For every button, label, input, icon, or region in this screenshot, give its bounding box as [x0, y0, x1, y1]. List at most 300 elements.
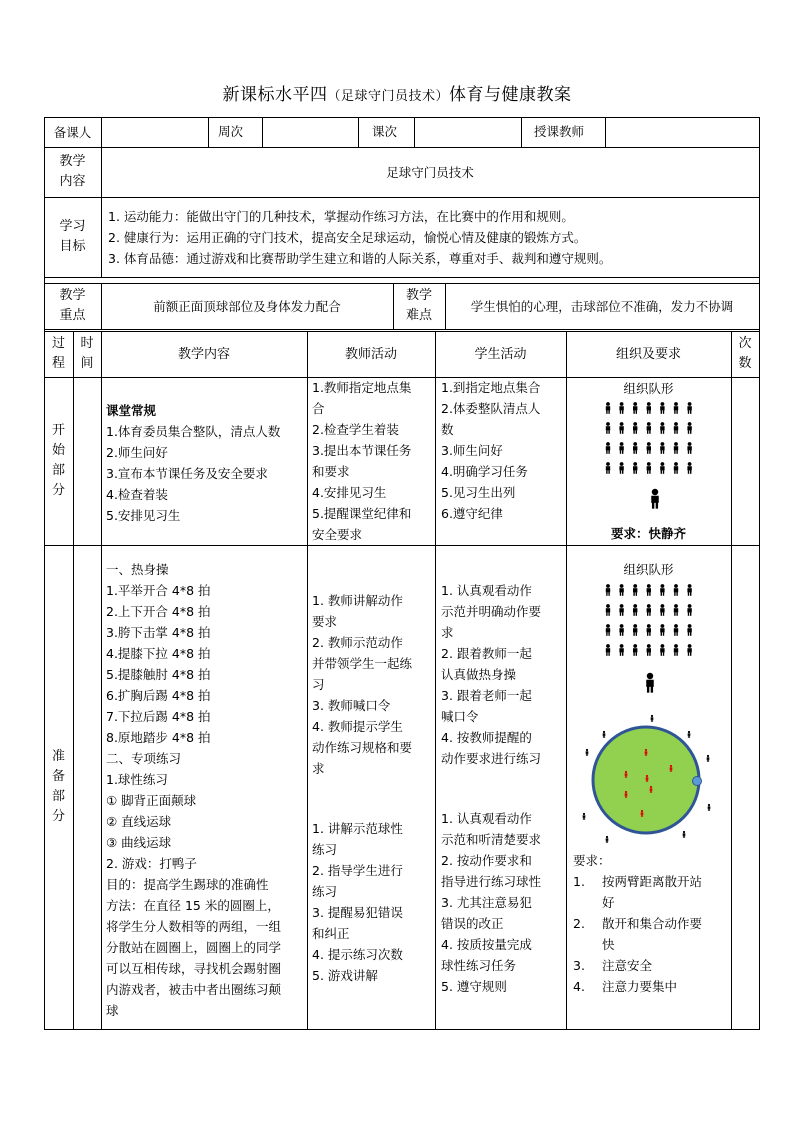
student-figure: [603, 736, 604, 738]
student-figure: [676, 612, 677, 616]
student-figure: [676, 652, 677, 656]
table-rule: [208, 117, 209, 148]
student-figure: [625, 776, 626, 778]
student-figure: [633, 632, 634, 636]
table-rule: [521, 117, 522, 148]
text-line: 2.体委整队清点人: [441, 401, 541, 416]
student-figure: [636, 470, 637, 474]
student-figure: [660, 588, 664, 592]
student-figure: [688, 592, 689, 596]
difficulty-value: 学生惧怕的心理，击球部位不准确，发力不协调: [470, 298, 734, 314]
student-figure: [645, 751, 648, 754]
lesson-label: 课次: [372, 124, 398, 139]
student-figure: [660, 446, 664, 450]
student-figure: [663, 470, 664, 474]
student-figure: [636, 410, 637, 414]
student-figure: [684, 836, 685, 838]
student-figure: [690, 592, 691, 596]
game-field-icon: [572, 710, 727, 845]
student-figure: [651, 717, 654, 720]
start-content-title: 课堂常规: [106, 403, 157, 418]
student-figure: [649, 450, 650, 454]
student-figure: [649, 632, 650, 636]
content-label: 教学 内容: [59, 154, 86, 189]
student-figure: [650, 786, 652, 788]
teacher-value[interactable]: [101, 117, 208, 147]
list-item: 2.师生问好: [106, 445, 168, 460]
student-figure: [606, 584, 610, 588]
student-figure: [674, 442, 678, 446]
student-figure: [674, 652, 675, 656]
student-figure: [663, 612, 664, 616]
student-figure: [606, 430, 607, 434]
student-figure: [674, 426, 678, 430]
table-rule: [44, 329, 760, 330]
student-figure: [619, 628, 623, 632]
student-figure: [606, 446, 610, 450]
student-figure: [661, 470, 662, 474]
student-figure: [642, 815, 643, 817]
text-line: 一、热身操: [106, 562, 169, 577]
student-figure: [688, 604, 692, 608]
text-line: 2. 指导学生进行: [312, 863, 403, 878]
student-figure: [606, 608, 610, 612]
student-figure: [650, 791, 651, 793]
student-figure: [620, 402, 624, 406]
student-figure: [608, 450, 609, 454]
student-figure: [676, 632, 677, 636]
student-figure: [647, 406, 651, 410]
student-figure: [636, 430, 637, 434]
prep-req-label: 要求：: [573, 853, 611, 868]
student-figure: [663, 592, 664, 596]
text-line: 4. 按教师提醒的: [441, 730, 532, 745]
student-figure: [688, 422, 692, 426]
student-figure: [674, 632, 675, 636]
prep-student-activity-drills: [441, 808, 541, 997]
student-figure: [688, 624, 692, 628]
text-line: ② 直线运球: [106, 814, 172, 829]
student-figure: [707, 755, 709, 757]
text-line: 4.安排见习生: [312, 485, 387, 500]
student-figure: [622, 470, 623, 474]
student-figure: [688, 644, 692, 648]
student-figure: [688, 410, 689, 414]
student-figure: [641, 810, 643, 812]
student-figure: [661, 604, 665, 608]
student-figure: [622, 430, 623, 434]
student-figure: [651, 791, 652, 793]
student-figure: [683, 831, 685, 833]
student-figure: [647, 644, 651, 648]
requirement-text: [602, 955, 652, 976]
text-line: 可以互相传球，寻找机会踢射圈: [106, 961, 282, 976]
student-figure: [688, 450, 689, 454]
table-rule: [101, 331, 102, 1030]
student-figure: [708, 806, 711, 809]
student-figure: [661, 644, 665, 648]
text-line: 6.遵守纪律: [441, 506, 503, 521]
student-figure: [647, 442, 651, 446]
table-rule: [44, 545, 760, 546]
text-line: 5.提膝触肘 4*8 拍: [106, 667, 211, 682]
student-figure: [587, 754, 588, 756]
table-rule: [605, 117, 606, 148]
student-figure: [661, 652, 662, 656]
requirement-line: 散开和集合动作要: [602, 916, 703, 931]
student-figure: [606, 422, 610, 426]
list-item: 5.安排见习生: [106, 508, 181, 523]
list-item: 3.宣布本节课任务及安全要求: [106, 466, 268, 481]
student-figure: [625, 771, 627, 773]
student-figure: [647, 462, 651, 466]
table-rule: [435, 331, 436, 1030]
student-figure: [620, 612, 621, 616]
week-label: 周次: [218, 124, 244, 139]
student-figure: [687, 426, 691, 430]
student-figure: [607, 841, 608, 843]
text-line: 2. 跟着教师一起: [441, 646, 532, 661]
student-figure: [620, 624, 624, 628]
student-figure: [622, 592, 623, 596]
text-line: 合: [312, 401, 325, 416]
student-figure: [688, 652, 689, 656]
student-figure: [606, 410, 607, 414]
text-line: ③ 曲线运球: [106, 835, 172, 850]
student-figure: [626, 796, 627, 798]
requirement-text: [602, 871, 702, 913]
student-figure: [620, 652, 621, 656]
student-figure: [606, 604, 610, 608]
student-figure: [690, 430, 691, 434]
text-line: 4. 按质按量完成: [441, 937, 532, 952]
table-rule: [262, 117, 263, 148]
requirement-line: 好: [602, 895, 615, 910]
student-figure: [708, 760, 709, 762]
student-figure: [647, 604, 651, 608]
student-figure: [661, 632, 662, 636]
student-figure: [620, 422, 624, 426]
text-line: 和纠正: [312, 926, 350, 941]
student-figure: [649, 652, 650, 656]
prep-student-activity-warmup: [441, 580, 541, 769]
student-figure: [606, 426, 610, 430]
formation-start: [600, 400, 700, 490]
student-figure: [661, 410, 662, 414]
student-figure: [633, 648, 637, 652]
table-rule: [414, 117, 415, 148]
student-figure: [619, 648, 623, 652]
student-figure: [688, 470, 689, 474]
student-figure: [683, 833, 686, 836]
text-line: 3.师生问好: [441, 443, 503, 458]
student-figure: [622, 612, 623, 616]
student-figure: [619, 406, 623, 410]
text-line: ① 脚背正面颠球: [106, 793, 197, 808]
text-line: 4.提膝下拉 4*8 拍: [106, 646, 211, 661]
requirement-number: 1.: [573, 874, 585, 889]
text-line: 4.明确学习任务: [441, 464, 528, 479]
student-figure: [606, 841, 607, 843]
student-figure: [633, 470, 634, 474]
text-line: 示范并明确动作要: [441, 604, 542, 619]
student-figure: [663, 632, 664, 636]
student-figure: [625, 796, 626, 798]
student-figure: [647, 446, 651, 450]
student-figure: [619, 466, 623, 470]
student-figure: [661, 422, 665, 426]
student-figure: [608, 612, 609, 616]
requirement-text: [602, 913, 702, 955]
text-line: 要求: [312, 614, 338, 629]
student-figure: [674, 446, 678, 450]
text-line: 3. 尤其注意易犯: [441, 895, 532, 910]
student-figure: [661, 402, 665, 406]
text-line: 动作练习规格和要: [312, 740, 413, 755]
text-line: 7.下拉后踢 4*8 拍: [106, 709, 211, 724]
text-line: 球性练习任务: [441, 958, 517, 973]
student-figure: [622, 410, 623, 414]
goals-label: 学习 目标: [59, 219, 86, 254]
col-content: 教学内容: [177, 346, 230, 362]
student-figure: [690, 410, 691, 414]
student-figure: [674, 592, 675, 596]
student-figure: [606, 592, 607, 596]
student-figure: [647, 426, 651, 430]
text-line: 1. 讲解示范球性: [312, 821, 403, 836]
requirement-number: 2.: [573, 916, 585, 931]
student-figure: [608, 410, 609, 414]
text-line: 1. 认真观看动作: [441, 811, 532, 826]
requirement-line: 按两臂距离散开站: [602, 874, 703, 889]
table-rule: [44, 277, 760, 278]
student-figure: [647, 687, 649, 693]
student-figure: [647, 466, 651, 470]
text-line: 1.到指定地点集合: [441, 380, 541, 395]
text-line: 方法：在直径 15 米的圆圈上，: [106, 898, 280, 913]
text-line: 将学生分人数相等的两组，一组: [106, 919, 282, 934]
student-figure: [647, 612, 648, 616]
text-line: 1.平举开合 4*8 拍: [106, 583, 211, 598]
text-line: 求: [312, 761, 325, 776]
student-figure: [620, 442, 624, 446]
text-line: 3.胯下击掌 4*8 拍: [106, 625, 211, 640]
text-line: 分散站在圆圈上，圆圈上的同学: [106, 940, 282, 955]
student-figure: [606, 470, 607, 474]
student-figure: [688, 733, 691, 736]
student-figure: [674, 644, 678, 648]
col-time: 时 间: [80, 336, 94, 371]
student-figure: [651, 687, 653, 693]
prep-section-label: 准 备 部 分: [51, 749, 65, 824]
text-line: 1.教师指定地点集: [312, 380, 412, 395]
student-figure: [608, 592, 609, 596]
col-org: 组织及要求: [615, 346, 681, 362]
requirement-line: 注意力要集中: [602, 979, 678, 994]
student-figure: [687, 406, 691, 410]
student-figure: [649, 612, 650, 616]
student-figure: [647, 470, 648, 474]
student-figure: [586, 751, 589, 754]
student-figure: [688, 402, 692, 406]
student-figure: [646, 754, 647, 756]
student-figure: [670, 765, 672, 767]
student-figure: [645, 754, 646, 756]
student-figure: [687, 628, 691, 632]
student-figure: [687, 648, 691, 652]
student-figure: [690, 652, 691, 656]
student-figure: [652, 720, 653, 722]
table-rule: [73, 331, 74, 1030]
text-line: 5. 遵守规则: [441, 979, 507, 994]
student-figure: [647, 450, 648, 454]
student-figure: [690, 632, 691, 636]
col-count: 次 数: [738, 336, 752, 371]
student-figure: [674, 648, 678, 652]
text-line: 习: [312, 677, 325, 692]
requirement-item: [573, 976, 731, 997]
student-figure: [647, 628, 651, 632]
student-figure: [606, 624, 610, 628]
student-figure: [608, 652, 609, 656]
student-figure: [687, 608, 691, 612]
student-figure: [645, 749, 647, 751]
table-rule: [44, 197, 760, 198]
student-figure: [622, 652, 623, 656]
student-figure: [584, 818, 585, 820]
student-figure: [652, 489, 658, 495]
student-figure: [674, 612, 675, 616]
student-figure: [583, 818, 584, 820]
student-figure: [620, 584, 624, 588]
student-figure: [647, 430, 648, 434]
start-org-requirement: 要求：快静齐: [610, 525, 686, 541]
students-formation-icon: [600, 400, 700, 510]
text-line: 求: [441, 625, 454, 640]
student-figure: [633, 588, 637, 592]
goal-item: 3. 体育品德：通过游戏和比赛帮助学生建立和谐的人际关系，尊重对手、裁判和遵守规则。: [108, 251, 612, 266]
student-figure: [606, 462, 610, 466]
student-figure: [661, 442, 665, 446]
text-line: 球: [106, 1003, 119, 1018]
student-figure: [663, 450, 664, 454]
goal-item: 2. 健康行为：运用正确的守门技术，提高安全足球运动，愉悦心情及健康的锻炼方式。: [108, 230, 587, 245]
requirement-item: [573, 913, 731, 955]
text-line: 5. 游戏讲解: [312, 968, 378, 983]
student-figure: [661, 430, 662, 434]
student-figure: [608, 632, 609, 636]
student-figure: [626, 776, 627, 778]
requirement-text: [602, 976, 677, 997]
student-figure: [674, 410, 675, 414]
student-figure: [603, 733, 606, 736]
table-rule: [731, 331, 732, 1030]
student-figure: [687, 446, 691, 450]
student-figure: [606, 402, 610, 406]
prep-requirements: [573, 871, 731, 997]
difficulty-label: 教学 难点: [405, 288, 432, 323]
text-line: 示范和听清楚要求: [441, 832, 542, 847]
text-line: 和要求: [312, 464, 350, 479]
text-line: 6.扩胸后踢 4*8 拍: [106, 688, 211, 703]
student-figure: [661, 584, 665, 588]
student-figure: [660, 426, 664, 430]
student-figure: [661, 624, 665, 628]
student-figure: [606, 628, 610, 632]
student-figure: [674, 584, 678, 588]
student-figure: [622, 632, 623, 636]
student-figure: [674, 402, 678, 406]
student-figure: [633, 426, 637, 430]
student-figure: [674, 406, 678, 410]
student-figure: [633, 442, 637, 446]
student-figure: [663, 410, 664, 414]
text-line: 5.提醒课堂纪律和: [312, 506, 412, 521]
student-figure: [651, 720, 652, 722]
student-figure: [636, 632, 637, 636]
text-line: 认真做热身操: [441, 667, 517, 682]
student-figure: [633, 402, 637, 406]
student-figure: [633, 430, 634, 434]
student-figure: [606, 588, 610, 592]
student-figure: [647, 648, 651, 652]
student-figure: [647, 402, 651, 406]
student-figure: [647, 608, 651, 612]
student-figure: [620, 430, 621, 434]
start-org-title: 组织队形: [623, 380, 674, 396]
requirement-line: 注意安全: [602, 958, 653, 973]
student-figure: [674, 624, 678, 628]
student-figure: [651, 496, 658, 503]
text-line: 数: [441, 422, 454, 437]
text-line: 二、专项练习: [106, 751, 182, 766]
student-figure: [606, 644, 610, 648]
student-figure: [583, 815, 586, 818]
student-figure: [661, 462, 665, 466]
text-line: 目的：提高学生踢球的准确性: [106, 877, 269, 892]
student-figure: [622, 450, 623, 454]
start-teacher-activity: [312, 377, 411, 545]
goal-item: 1. 运动能力：能做出守门的几种技术，掌握动作练习方法，在比赛中的作用和规则。: [108, 209, 574, 224]
student-figure: [660, 628, 664, 632]
student-figure: [707, 760, 708, 762]
text-line: 1.球性练习: [106, 772, 168, 787]
student-figure: [620, 470, 621, 474]
student-figure: [606, 406, 610, 410]
student-figure: [646, 775, 648, 777]
ball-icon: [693, 777, 702, 786]
student-figure: [649, 470, 650, 474]
student-figure: [647, 422, 651, 426]
student-figure: [649, 592, 650, 596]
student-figure: [633, 584, 637, 588]
text-line: 喊口令: [441, 709, 479, 724]
student-figure: [606, 442, 610, 446]
text-line: 3. 提醒易犯错误: [312, 905, 403, 920]
student-figure: [663, 430, 664, 434]
student-figure: [633, 612, 634, 616]
student-figure: [606, 652, 607, 656]
student-figure: [708, 809, 709, 811]
start-section-label: 开 始 部 分: [51, 423, 65, 498]
text-line: 3.提出本节课任务: [312, 443, 412, 458]
student-figure: [708, 804, 710, 806]
student-figure: [689, 736, 690, 738]
student-figure: [625, 793, 628, 796]
table-rule: [759, 117, 760, 1030]
text-line: 练习: [312, 884, 338, 899]
student-figure: [636, 612, 637, 616]
